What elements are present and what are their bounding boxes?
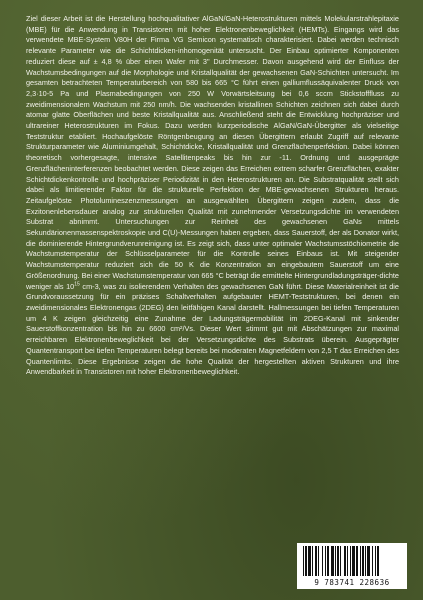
barcode-bars bbox=[301, 546, 403, 576]
barcode-bar bbox=[303, 546, 304, 576]
barcode-bar bbox=[340, 546, 341, 576]
barcode-bar bbox=[352, 546, 355, 576]
barcode-bar bbox=[318, 546, 319, 576]
barcode-bar bbox=[325, 546, 326, 576]
isbn-barcode bbox=[297, 543, 407, 589]
barcode-bar bbox=[327, 546, 329, 576]
barcode-bar bbox=[347, 546, 348, 576]
barcode-bar bbox=[312, 546, 313, 576]
barcode-bar bbox=[331, 546, 334, 576]
abstract-text-part-2: cm-3, was zu isolierendem Verhalten des gewachsenen GaN führt. Diese Materialreinheit ist die Grundvoraussetzung für ein präzises Schaltverhalten aufgebauter HEMT-Teststrukturen, bei denen ein zweidimensionales Elektronengas (2DEG) den leitfähigen Kanal darstellt. Hallmessungen bei tiefen Temperaturen um 4 K zeigen gleichzeitig eine Zunahme der Ladungsträgermobilität im 2DEG-Kanal mit sinkender Sauerstoffkonzentration bis hin zu 6600 cm²/Vs. Dieser Wert stimmt gut mit Abschätzungen zur maximal erreichbaren Elektronenbeweglichkeit bei der Versetzungsdichte des Substrats überein. Ausgeprägter Quantentransport bei tiefen Temperaturen belegt bereits bei moderaten Magnetfeldern von 2,5 T das Erreichen des Quantenlimits. Diese Ergebnisse zeigen die hohe Qualität der hergestellten aktiven Strukturen und ihre Anwendbarkeit in Transistoren mit hoher Elektronenbeweglichkeit. bbox=[26, 281, 399, 377]
barcode-bar bbox=[372, 546, 373, 576]
barcode-bar bbox=[362, 546, 364, 576]
barcode-bar bbox=[360, 546, 361, 576]
barcode-bar bbox=[365, 546, 366, 576]
abstract-text-part-1: Ziel dieser Arbeit ist die Herstellung hochqualitativer AlGaN/GaN-Heterostrukturen mittels Molekularstrahlepitaxie (MBE) für die Anwendung in Transistoren mit hoher Elektronenbeweglichkeit (HEMTs). Eingangs wird das verwendete MBE-System V80H der Firma VG Semicon systematisch charakterisiert. Dabei werden technisch relevante Parameter wie die Schichtdicken-inhomogenität untersucht. Der Einbau optimierter Komponenten reduziert diese auf ± 4,8 % über einen Wafer mit 3" Durchmesser. Davon ausgehend wird der Einfluss der Wachstumsbedingungen auf die Morphologie und Kristallqualität der gewachsenen GaN-Schichten untersucht. Im gesamten betrachteten Temperaturbereich von 580 bis 665 °C führt einen galliumflussäquivalenter Druck von 2,3·10-5 Pa und Plasmabedingungen von 250 W Vorwärtsleitsung bei 0,6 sccm Stickstofffluss zu zweidimensionalem Wachstum mit 250 nm/h. Die wachsenden kristallinen Schichten zeichnen sich dabei durch atomar glatte Oberflächen und beste Kristallqualität aus. Anschließend steht die Entwicklung hochpräziser und ultrareiner Heterostrukturen im Fokus. Dazu werden kurzperiodische AlGaN/GaN-Übergitter als vielseitige Teststruktur etabliert. Hochaufgelöste Röntgenbeugung an diesen Übergittern erlaubt Zugriff auf relevante Strukturparameter wie Aluminiumgehalt, Schichtdicke, Kristallqualität und Grenzflächenperfektion. Dabei können theoretisch vorhergesagte, intensive Satellitenpeaks bis hin zur -11. Ordnung und ausgeprägte Grenzflächeninterferenzen beobachtet werden. Diese zeigen das Erreichen extrem scharfer Grenzflächen, exakter Schichtdickenkontrolle und hochpräziser Periodizität in den Heterostrukturen an. Die Substratqualität stellt sich dabei als limitierender Faktor für die strukturelle Perfektion der MBE-gewachsenen Strukturen heraus. Zeitaufgelöste Photolumineszenzmessungen an ausgewählten Übergittern zeigen zudem, dass die Exzitonenlebensdauer analog zur strukturellen Qualität mit zunehmender Versetzungsdichte im verwendeten Substrat abnimmt. Untersuchungen zur Reinheit des gewachsenen GaNs mittels Sekundärionenmassenspektroskopie und C(U)-Messungen haben ergeben, dass Sauerstoff, der als Donator wirkt, die dominierende Hintergrundverunreinigung ist. Es zeigt sich, dass unter optimaler Wachstumsstöchiometrie die Wachstumstemperatur der Schlüsselparameter für die Kontrolle seines Einbaus ist. Mit steigender Wachstumstemperatur reduziert sich die 50 K die Konzentration an eingebautem Sauerstoff um eine Größenordnung. Bei einer Wachstumstemperatur von 665 °C beträgt die ermittelte Hintergrundladungsträger-dichte weniger als 10 bbox=[26, 14, 399, 291]
abstract-text bbox=[26, 14, 399, 378]
barcode-bar bbox=[322, 546, 323, 576]
barcode-bar bbox=[337, 546, 339, 576]
barcode-bar bbox=[350, 546, 351, 576]
barcode-bar bbox=[375, 546, 376, 576]
barcode-bar bbox=[367, 546, 370, 576]
isbn-number: 9 783741 228636 bbox=[314, 578, 390, 587]
abstract-superscript: 15 bbox=[74, 281, 80, 288]
barcode-bar bbox=[377, 546, 379, 576]
barcode-bar bbox=[305, 546, 307, 576]
barcode-bar bbox=[344, 546, 346, 576]
barcode-bar bbox=[335, 546, 336, 576]
barcode-bar bbox=[356, 546, 358, 576]
barcode-bar bbox=[315, 546, 317, 576]
barcode-bar bbox=[308, 546, 311, 576]
